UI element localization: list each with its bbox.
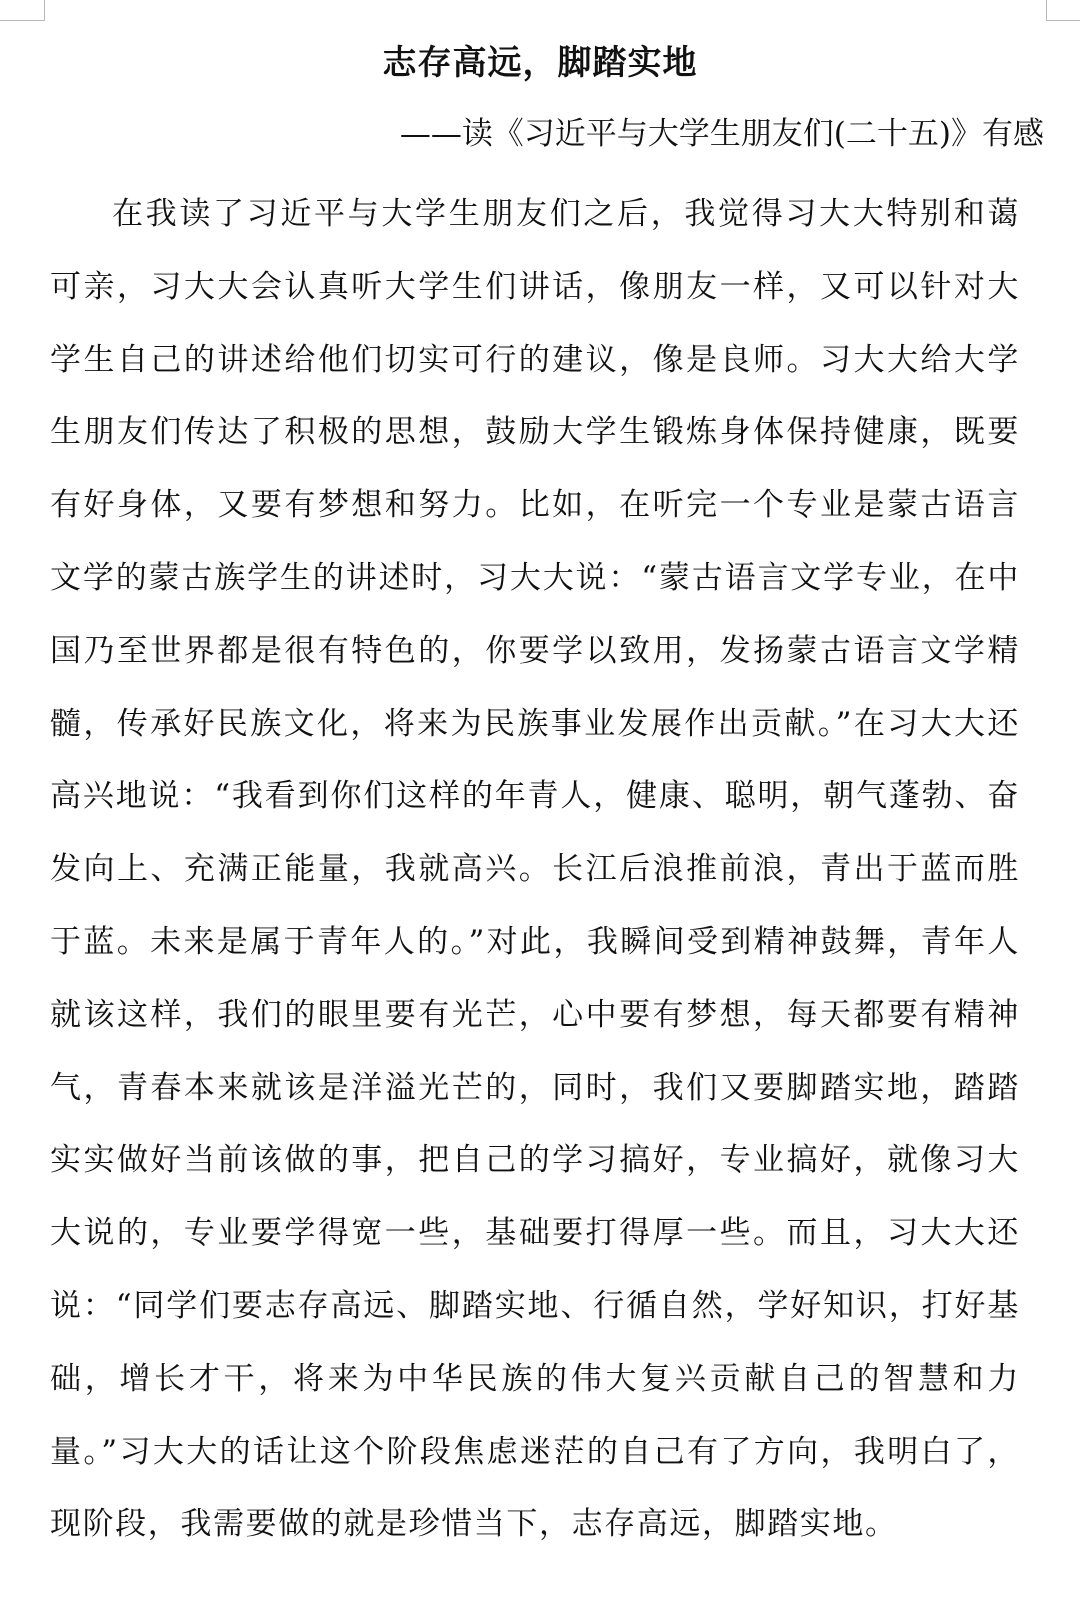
page-corner-mark-top-left (0, 0, 45, 21)
document-title: 志存高远，脚踏实地 (382, 43, 698, 83)
document-body-paragraph: 在我读了习近平与大学生朋友们之后，我觉得习大大特别和蔼可亲，习大大会认真听大学生们讲话，像朋友一样，又可以针对大学生自己的讲述给他们切实可行的建议，像是良师。习大大给大学生朋友们传达了积极的思想，鼓励大学生锻炼身体保持健康，既要有好身体，又要有梦想和努力。比如，在听完一个专业是蒙古语言文学的蒙古族学生的讲述时，习大大说：“蒙古语言文学专业，在中国乃至世界都是很有特色的，你要学以致用，发扬蒙古语言文学精髓，传承好民族文化，将来为民族事业发展作出贡献。”在习大大还高兴地说：“我看到你们这样的年青人，健康、聪明，朝气蓬勃、奋发向上、充满正能量，我就高兴。长江后浪推前浪，青出于蓝而胜于蓝。未来是属于青年人的。”对此，我瞬间受到精神鼓舞，青年人就该这样，我们的眼里要有光芒，心中要有梦想，每天都要有精神气，青春本来就该是洋溢光芒的，同时，我们又要脚踏实地，踏踏实实做好当前该做的事，把自己的学习搞好，专业搞好，就像习大大说的，专业要学得宽一些，基础要打得厚一些。而且，习大大还说：“同学们要志存高远、脚踏实地、行循自然，学好知识，打好基础，增长才干，将来为中华民族的伟大复兴贡献自己的智慧和力量。”习大大的话让这个阶段焦虑迷茫的自己有了方向，我明白了，现阶段，我需要做的就是珍惜当下，志存高远，脚踏实地。 (50, 196, 1020, 1543)
page-corner-mark-top-right (1046, 0, 1080, 21)
document-subtitle: ——读《习近平与大学生朋友们(二十五)》有感 (399, 116, 1044, 152)
